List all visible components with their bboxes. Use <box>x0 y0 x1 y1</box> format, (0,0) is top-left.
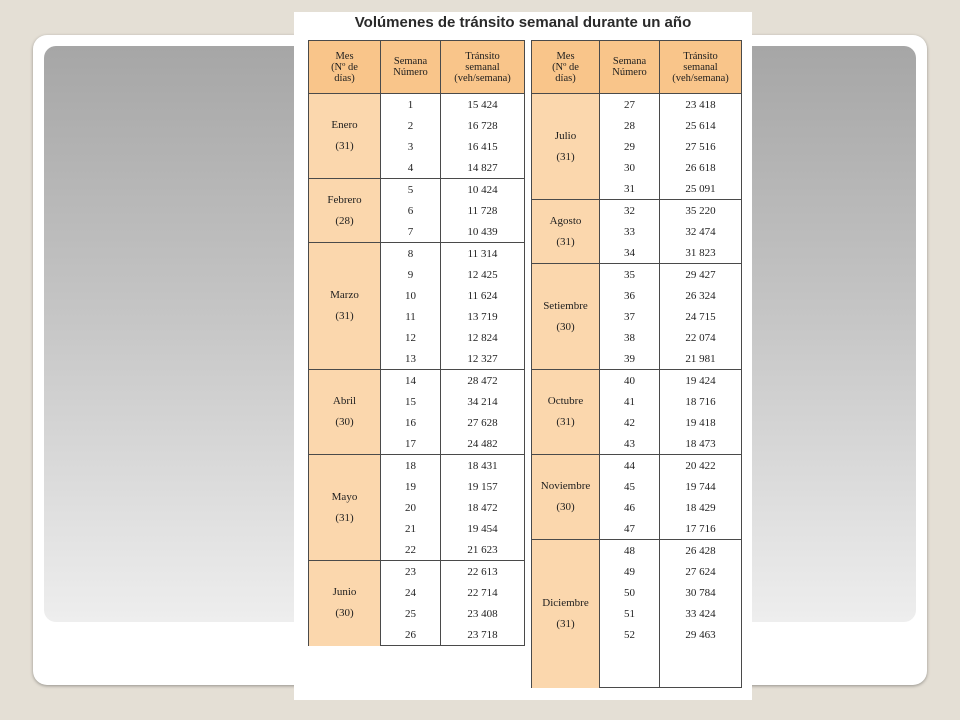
week-number: 43 <box>600 433 660 455</box>
weekly-volume: 16 728 <box>441 115 525 136</box>
weekly-volume: 18 431 <box>441 455 525 477</box>
week-number: 11 <box>381 306 441 327</box>
month-days: (28) <box>335 214 354 227</box>
month-name: Junio <box>332 586 357 599</box>
month-cell <box>532 264 600 370</box>
weekly-volume: 12 425 <box>441 264 525 285</box>
week-number: 19 <box>381 476 441 497</box>
table-row <box>309 561 525 583</box>
week-number: 12 <box>381 327 441 348</box>
week-number: 38 <box>600 327 660 348</box>
week-number: 10 <box>381 285 441 306</box>
weekly-volume: 26 428 <box>660 540 742 562</box>
week-number: 8 <box>381 243 441 265</box>
weekly-volume: 23 718 <box>441 624 525 646</box>
month-cell <box>309 179 381 243</box>
week-number: 16 <box>381 412 441 433</box>
header-transito: Tránsito semanal (veh/semana) <box>660 41 742 94</box>
month-cell <box>309 370 381 455</box>
week-number: 13 <box>381 348 441 370</box>
week-number: 51 <box>600 603 660 624</box>
weekly-volume: 31 823 <box>660 242 742 264</box>
weekly-volume: 20 422 <box>660 455 742 477</box>
week-number: 41 <box>600 391 660 412</box>
weekly-volume: 34 214 <box>441 391 525 412</box>
weekly-volume: 17 716 <box>660 518 742 540</box>
month-cell <box>532 370 600 455</box>
table-row <box>309 455 525 477</box>
weekly-volume: 12 327 <box>441 348 525 370</box>
table-row <box>532 455 742 477</box>
week-number: 2 <box>381 115 441 136</box>
weekly-volume: 11 728 <box>441 200 525 221</box>
week-number: 39 <box>600 348 660 370</box>
month-name: Agosto <box>549 214 582 227</box>
table-row <box>309 370 525 392</box>
weekly-volume: 21 623 <box>441 539 525 561</box>
weekly-volume: 18 429 <box>660 497 742 518</box>
weekly-volume: 29 463 <box>660 624 742 645</box>
month-name: Abril <box>332 395 357 407</box>
month-cell <box>532 540 600 688</box>
week-number: 29 <box>600 136 660 157</box>
month-name: Marzo <box>330 289 359 301</box>
weekly-volume: 12 824 <box>441 327 525 348</box>
month-cell <box>532 455 600 540</box>
weekly-volume: 18 716 <box>660 391 742 412</box>
weekly-volume: 27 624 <box>660 561 742 582</box>
week-number: 32 <box>600 200 660 222</box>
week-number: 44 <box>600 455 660 477</box>
week-number: 42 <box>600 412 660 433</box>
weekly-volume: 10 439 <box>441 221 525 243</box>
week-number: 5 <box>381 179 441 201</box>
document-image <box>294 12 752 700</box>
weekly-volume: 22 714 <box>441 582 525 603</box>
week-number: 21 <box>381 518 441 539</box>
week-number: 31 <box>600 178 660 200</box>
weekly-volume: 16 415 <box>441 136 525 157</box>
week-number: 35 <box>600 264 660 286</box>
month-days: (31) <box>556 235 575 248</box>
week-number: 18 <box>381 455 441 477</box>
month-days: (31) <box>556 150 575 163</box>
table-row <box>309 243 525 265</box>
month-cell <box>309 94 381 179</box>
weekly-volume: 26 324 <box>660 285 742 306</box>
table-row <box>532 94 742 116</box>
weekly-volume: 24 482 <box>441 433 525 455</box>
document-title: Volúmenes de tránsito semanal durante un año <box>354 14 692 31</box>
month-days: (31) <box>335 140 354 152</box>
month-cell <box>532 94 600 200</box>
week-number: 15 <box>381 391 441 412</box>
weekly-volume: 21 981 <box>660 348 742 370</box>
week-number: 9 <box>381 264 441 285</box>
month-days: (31) <box>556 617 575 630</box>
month-name: Noviembre <box>540 480 591 492</box>
header-mes: Mes (Nº de días) <box>532 41 600 94</box>
weekly-volume: 10 424 <box>441 179 525 201</box>
weekly-volume: 19 157 <box>441 476 525 497</box>
month-name: Enero <box>331 119 358 131</box>
weekly-volume: 15 424 <box>441 94 525 116</box>
month-days: (30) <box>335 416 354 428</box>
weekly-volume: 23 418 <box>660 94 742 116</box>
table-row <box>532 370 742 392</box>
month-cell <box>309 455 381 561</box>
week-number: 45 <box>600 476 660 497</box>
month-days: (30) <box>556 320 575 333</box>
week-number: 50 <box>600 582 660 603</box>
weekly-volume: 19 454 <box>441 518 525 539</box>
month-name: Febrero <box>327 193 362 206</box>
week-number: 47 <box>600 518 660 540</box>
week-number: 7 <box>381 221 441 243</box>
month-name: Setiembre <box>543 299 588 312</box>
weekly-volume: 19 424 <box>660 370 742 392</box>
week-number: 36 <box>600 285 660 306</box>
week-number: 20 <box>381 497 441 518</box>
week-number: 23 <box>381 561 441 583</box>
week-number: 52 <box>600 624 660 645</box>
week-number: 33 <box>600 221 660 242</box>
week-number: 49 <box>600 561 660 582</box>
table-row <box>309 94 525 116</box>
weekly-volume: 33 424 <box>660 603 742 624</box>
month-cell <box>309 561 381 646</box>
month-cell <box>309 243 381 370</box>
week-number: 26 <box>381 624 441 646</box>
weekly-volume: 18 473 <box>660 433 742 455</box>
weekly-volume: 35 220 <box>660 200 742 222</box>
month-days: (30) <box>556 501 575 513</box>
weekly-volume: 11 314 <box>441 243 525 265</box>
table-header-row <box>532 41 742 94</box>
month-cell <box>532 200 600 264</box>
weekly-volume: 28 472 <box>441 370 525 392</box>
table-row <box>532 264 742 286</box>
week-number: 46 <box>600 497 660 518</box>
week-number: 48 <box>600 540 660 562</box>
weekly-volume: 22 074 <box>660 327 742 348</box>
week-number: 37 <box>600 306 660 327</box>
month-days: (31) <box>556 416 575 428</box>
weekly-volume: 27 628 <box>441 412 525 433</box>
weekly-volume: 19 418 <box>660 412 742 433</box>
weekly-volume: 26 618 <box>660 157 742 178</box>
weekly-volume: 30 784 <box>660 582 742 603</box>
week-number: 30 <box>600 157 660 178</box>
month-days: (30) <box>335 607 354 620</box>
month-name: Mayo <box>331 490 358 503</box>
header-semana: Semana Número <box>381 41 441 94</box>
traffic-table-right <box>531 40 742 688</box>
table-row <box>309 179 525 201</box>
week-number: 24 <box>381 582 441 603</box>
week-number: 27 <box>600 94 660 116</box>
week-number: 40 <box>600 370 660 392</box>
week-number: 1 <box>381 94 441 116</box>
week-number: 25 <box>381 603 441 624</box>
weekly-volume: 11 624 <box>441 285 525 306</box>
month-name: Diciembre <box>542 596 589 609</box>
table-row <box>532 200 742 222</box>
week-number: 4 <box>381 157 441 179</box>
month-days: (31) <box>335 511 354 524</box>
weekly-volume: 23 408 <box>441 603 525 624</box>
weekly-volume: 32 474 <box>660 221 742 242</box>
header-semana: Semana Número <box>600 41 660 94</box>
week-number: 17 <box>381 433 441 455</box>
month-name: Octubre <box>547 395 584 407</box>
table-body-right <box>532 94 742 688</box>
month-name: Julio <box>554 129 577 142</box>
weekly-volume: 24 715 <box>660 306 742 327</box>
table-body-left <box>309 94 525 646</box>
week-number: 6 <box>381 200 441 221</box>
header-transito: Tránsito semanal (veh/semana) <box>441 41 525 94</box>
weekly-volume: 29 427 <box>660 264 742 286</box>
table-row <box>532 540 742 562</box>
weekly-volume: 27 516 <box>660 136 742 157</box>
week-number: 34 <box>600 242 660 264</box>
weekly-volume: 18 472 <box>441 497 525 518</box>
weekly-volume: 14 827 <box>441 157 525 179</box>
weekly-volume: 25 614 <box>660 115 742 136</box>
weekly-volume: 19 744 <box>660 476 742 497</box>
weekly-volume: 22 613 <box>441 561 525 583</box>
week-number: 3 <box>381 136 441 157</box>
week-number: 28 <box>600 115 660 136</box>
table-header-row <box>309 41 525 94</box>
weekly-volume: 13 719 <box>441 306 525 327</box>
header-mes: Mes (Nº de días) <box>309 41 381 94</box>
week-number: 22 <box>381 539 441 561</box>
weekly-volume: 25 091 <box>660 178 742 200</box>
month-days: (31) <box>335 310 354 322</box>
traffic-table-left <box>308 40 525 646</box>
week-number: 14 <box>381 370 441 392</box>
